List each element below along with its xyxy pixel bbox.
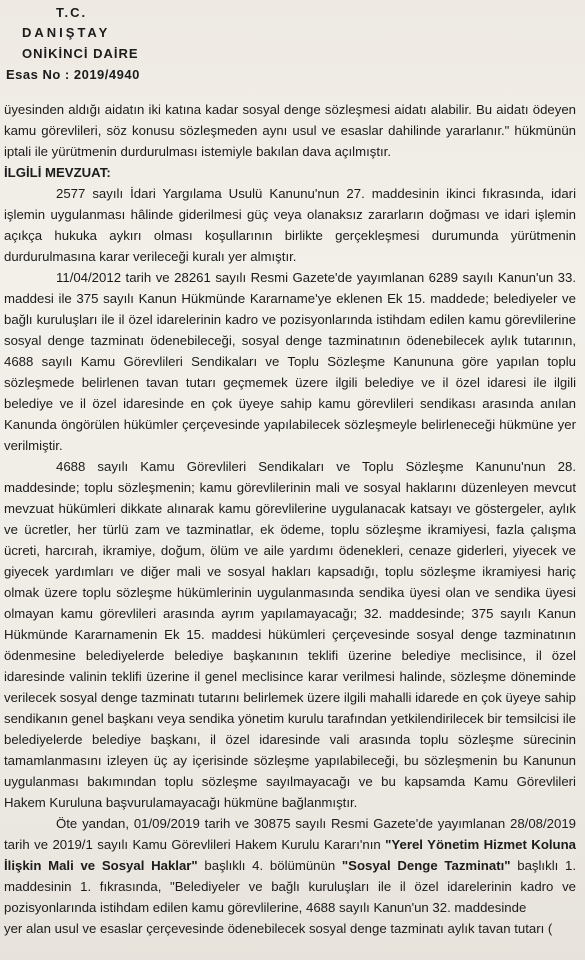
bold-quote: "Yerel Yönetim Hizmet Koluna İlişkin Mali ve Sosyal Haklar" — [4, 837, 576, 873]
paragraph-iyuk: 2577 sayılı İdari Yargılama Usulü Kanunu'nun 27. maddesinin ikinci fıkrasında, idari işlemin uygulanması hâlinde giderilmesi güç veya olanaksız zararların doğması ve idari işlemin açıkça hukuka aykırı olması koşullarının birlikte gerçekleşmesi durumunda yürütmenin durdurulmasına karar verileceği kuralı yer almıştır. — [4, 186, 576, 264]
court-name: DANIŞTAY — [22, 25, 111, 40]
document-header — [0, 0, 585, 90]
document-body — [4, 99, 576, 939]
paragraph-text: Öte yandan, 01/09/2019 tarih ve 30875 sayılı Resmi Gazete'de yayımlanan 28/08/2019 tarih ve 2019/1 sayılı Kamu Görevlileri Hakem Kurulu Kararı'nın — [4, 816, 576, 852]
case-number: Esas No : 2019/4940 — [6, 67, 140, 82]
tc-label: T.C. — [56, 5, 88, 20]
intro-paragraph: üyesinden aldığı aidatın iki katına kadar sosyal denge sözleşmesi aidatı alabilir. Bu aidatı ödeyen kamu görevlileri, söz konusu sözleşmeden aynı usul ve esaslar dahilinde yararlanır." hükmünün iptali ile yürütmenin durdurulması istemiyle bakılan dava açılmıştır. — [4, 102, 576, 159]
paragraph-6289: 11/04/2012 tarih ve 28261 sayılı Resmi Gazete'de yayımlanan 6289 sayılı Kanun'un 33. maddesi ile 375 sayılı Kanun Hükmünde Kararname'ye eklenen Ek 15. maddede; belediyeler ve bağlı kuruluşları ile il özel idarelerinin kadro ve pozisyonlarında istihdam edilen kamu görevlilerine sosyal denge tazminatı ödenebileceği, sosyal denge tazminatının ödenebilecek aylık tutarının, 4688 sayılı Kamu Görevlileri Sendikaları ve Toplu Sözleşme Kanununa göre yapılan toplu sözleşmede belirlenen tavan tutarı geçmemek üzere ilgili belediye ve il özel idaresi ile ilgili belediye ve il özel idaresinde en çok üyeye sahip kamu görevlileri sendikası arasında anılan Kanunda öngörülen hükümler çerçevesinde yapılabilecek sözleşmeyle belirleneceği hükmüne yer verilmiştir. — [4, 270, 576, 453]
section-heading: İLGİLİ MEVZUAT: — [4, 165, 111, 180]
bold-quote: "Sosyal Denge Tazminatı" — [341, 858, 511, 873]
paragraph-4688: 4688 sayılı Kamu Görevlileri Sendikaları ve Toplu Sözleşme Kanunu'nun 28. maddesinde; toplu sözleşmenin; kamu görevlilerinin mali ve sosyal haklarını düzenleyen mevcut mevzuat hükümleri dikkate alınarak kamu görevlilerine uygulanacak katsayı ve göstergeler, aylık ve ücretler, her türlü zam ve tazminatlar, ek ödeme, toplu sözleşme ikramiyesi, fazla çalışma ücreti, harcırah, ikramiye, doğum, ölüm ve aile yardımı ödenekleri, cenaze giderleri, yiyecek ve giyecek yardımları ve diğer mali ve sosyal hakları kapsadığı, toplu sözleşme ikramiyesi hariç olmak üzere toplu sözleşme hükümlerinin uygulanmasında sendika üyesi olan ve sendika üyesi olmayan kamu görevlileri arasında ayrım yapılamayacağı; 32. maddesinde; 375 sayılı Kanun Hükmünde Kararnamenin Ek 15. maddesi hükümleri çerçevesinde sosyal denge tazminatının ödenmesine belediyelerde belediye başkanının teklifi üzerine belediye meclisince, il özel idaresinde valinin teklifi üzerine il genel meclisince karar verilmesi halinde, sözleşme döneminde verilecek sosyal denge tazminatı tutarını belirlemek üzere ilgili mahalli idarede en çok üyeye sahip sendikanın genel başkanı veya sendika yönetim kurulu tarafından yetkilendirilecek bir temsilcisi ile belediyelerde belediye başkanı, il özel idaresinde vali arasında toplu sözleşme sürecinin tamamlanmasını izleyen üç ay içerisinde sözleşme yapılabileceği, bu sözleşmenin bu Kanunun uygulanması bakımından toplu sözleşme sayılmayacağı ve bu kapsamda Kamu Görevlileri Hakem Kuruluna başvurulamayacağı hükmüne bağlanmıştır. — [4, 459, 576, 810]
chamber-name: ONİKİNCİ DAİRE — [22, 46, 139, 61]
paragraph-text: başlıklı 1. maddesinin 1. fıkrasında, "Belediyeler ve bağlı kuruluşları ile il özel idarelerinin kadro ve pozisyonlarında istihdam edilen kamu görevlilerine, 4688 sayılı Kanun'un 32. maddesinde — [4, 858, 577, 915]
last-line: yer alan usul ve esaslar çerçevesinde ödenebilecek sosyal denge tazminatı aylık tavan tutarı ( — [4, 921, 553, 936]
paragraph-text: başlıklı 4. bölümünün — [197, 858, 342, 873]
paragraph-hakem-kurulu — [4, 813, 576, 918]
